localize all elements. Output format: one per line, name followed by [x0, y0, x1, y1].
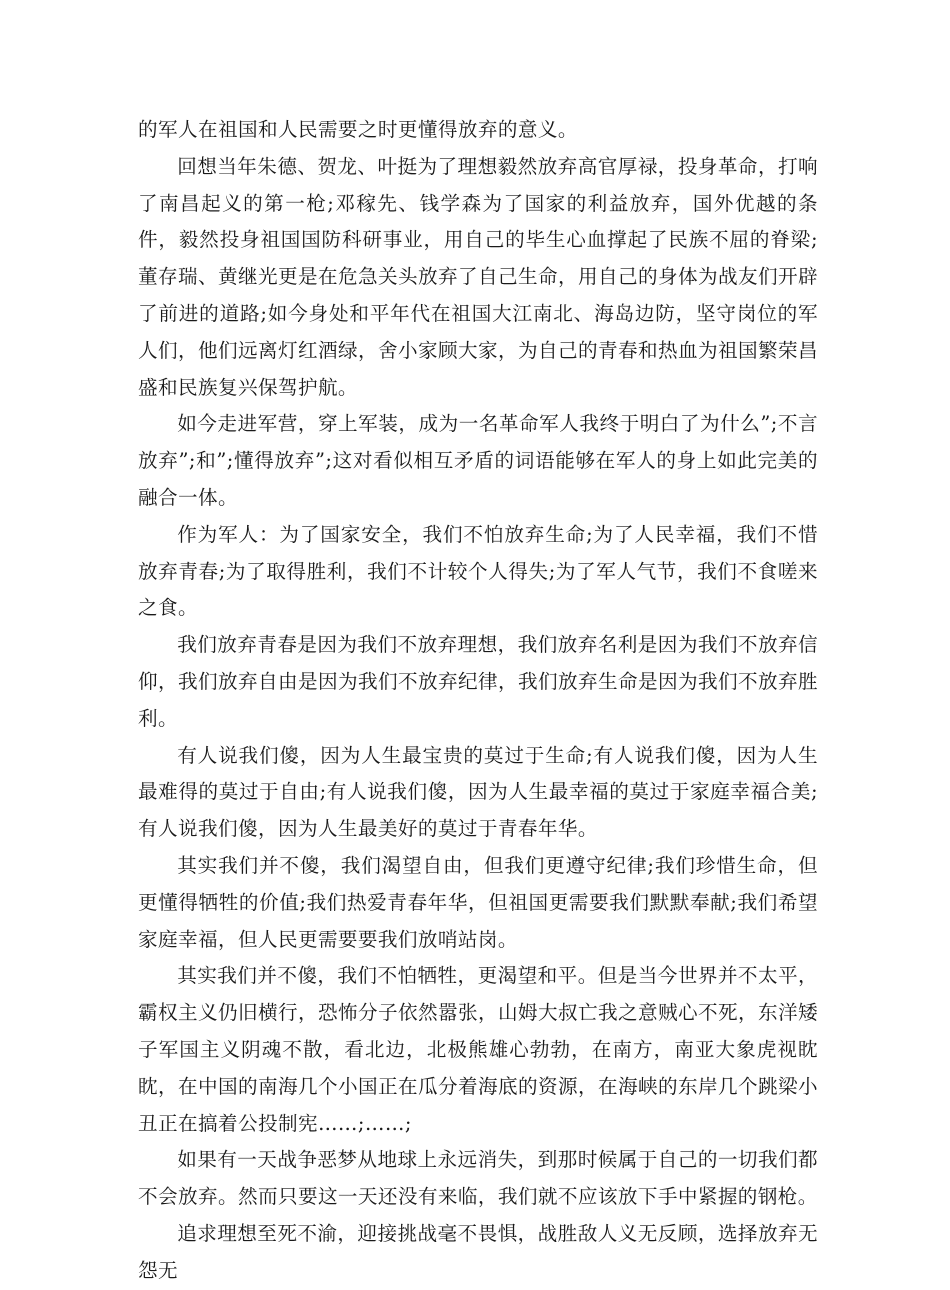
document-body — [138, 112, 818, 1290]
paragraph: 的军人在祖国和人民需要之时更懂得放弃的意义。 — [138, 118, 578, 141]
paragraph: 追求理想至死不渝，迎接挑战毫不畏惧，战胜敌人义无反顾，选择放弃无怨无 — [138, 1221, 818, 1282]
paragraph: 有人说我们傻，因为人生最宝贵的莫过于生命;有人说我们傻，因为人生最难得的莫过于自由;有人说我们傻，因为人生最幸福的莫过于家庭幸福合美;有人说我们傻，因为人生最美好的莫过于青春年华。 — [138, 743, 818, 841]
paragraph: 我们放弃青春是因为我们不放弃理想，我们放弃名利是因为我们不放弃信仰，我们放弃自由是因为我们不放弃纪律，我们放弃生命是因为我们不放弃胜利。 — [138, 633, 818, 730]
paragraph: 作为军人：为了国家安全，我们不怕放弃生命;为了人民幸福，我们不惜放弃青春;为了取得胜利，我们不计较个人得失;为了军人气节，我们不食嗟来之食。 — [138, 522, 818, 620]
paragraph: 如今走进军营，穿上军装，成为一名革命军人我终于明白了为什么”;不言放弃”;和”;懂得放弃”;这对看似相互矛盾的词语能够在军人的身上如此完美的融合一体。 — [138, 412, 818, 509]
paragraph: 其实我们并不傻，我们不怕牺牲，更渴望和平。但是当今世界并不太平，霸权主义仍旧横行，恐怖分子依然嚣张，山姆大叔亡我之意贼心不死，东洋矮子军国主义阴魂不散，看北边，北极熊雄心勃勃，在南方，南亚大象虎视眈眈，在中国的南海几个小国正在瓜分着海底的资源，在海峡的东岸几个跳梁小丑正在搞着公投制宪……;……; — [138, 964, 818, 1135]
paragraph: 回想当年朱德、贺龙、叶挺为了理想毅然放弃高官厚禄，投身革命，打响了南昌起义的第一枪;邓稼先、钱学森为了国家的利益放弃，国外优越的条件，毅然投身祖国国防科研事业，用自己的毕生心血撑起了民族不屈的脊梁;董存瑞、黄继光更是在危急关头放弃了自己生命，用自己的身体为战友们开辟了前进的道路;如今身处和平年代在祖国大江南北、海岛边防，坚守岗位的军人们，他们远离灯红酒绿，舍小家顾大家，为自己的青春和热血为祖国繁荣昌盛和民族复兴保驾护航。 — [138, 154, 818, 399]
paragraph: 其实我们并不傻，我们渴望自由，但我们更遵守纪律;我们珍惜生命，但更懂得牺牲的价值;我们热爱青春年华，但祖国更需要我们默默奉献;我们希望家庭幸福，但人民更需要要我们放哨站岗。 — [138, 853, 818, 951]
paragraph: 如果有一天战争恶梦从地球上永远消失，到那时候属于自己的一切我们都不会放弃。然而只要这一天还没有来临，我们就不应该放下手中紧握的钢枪。 — [138, 1148, 818, 1209]
